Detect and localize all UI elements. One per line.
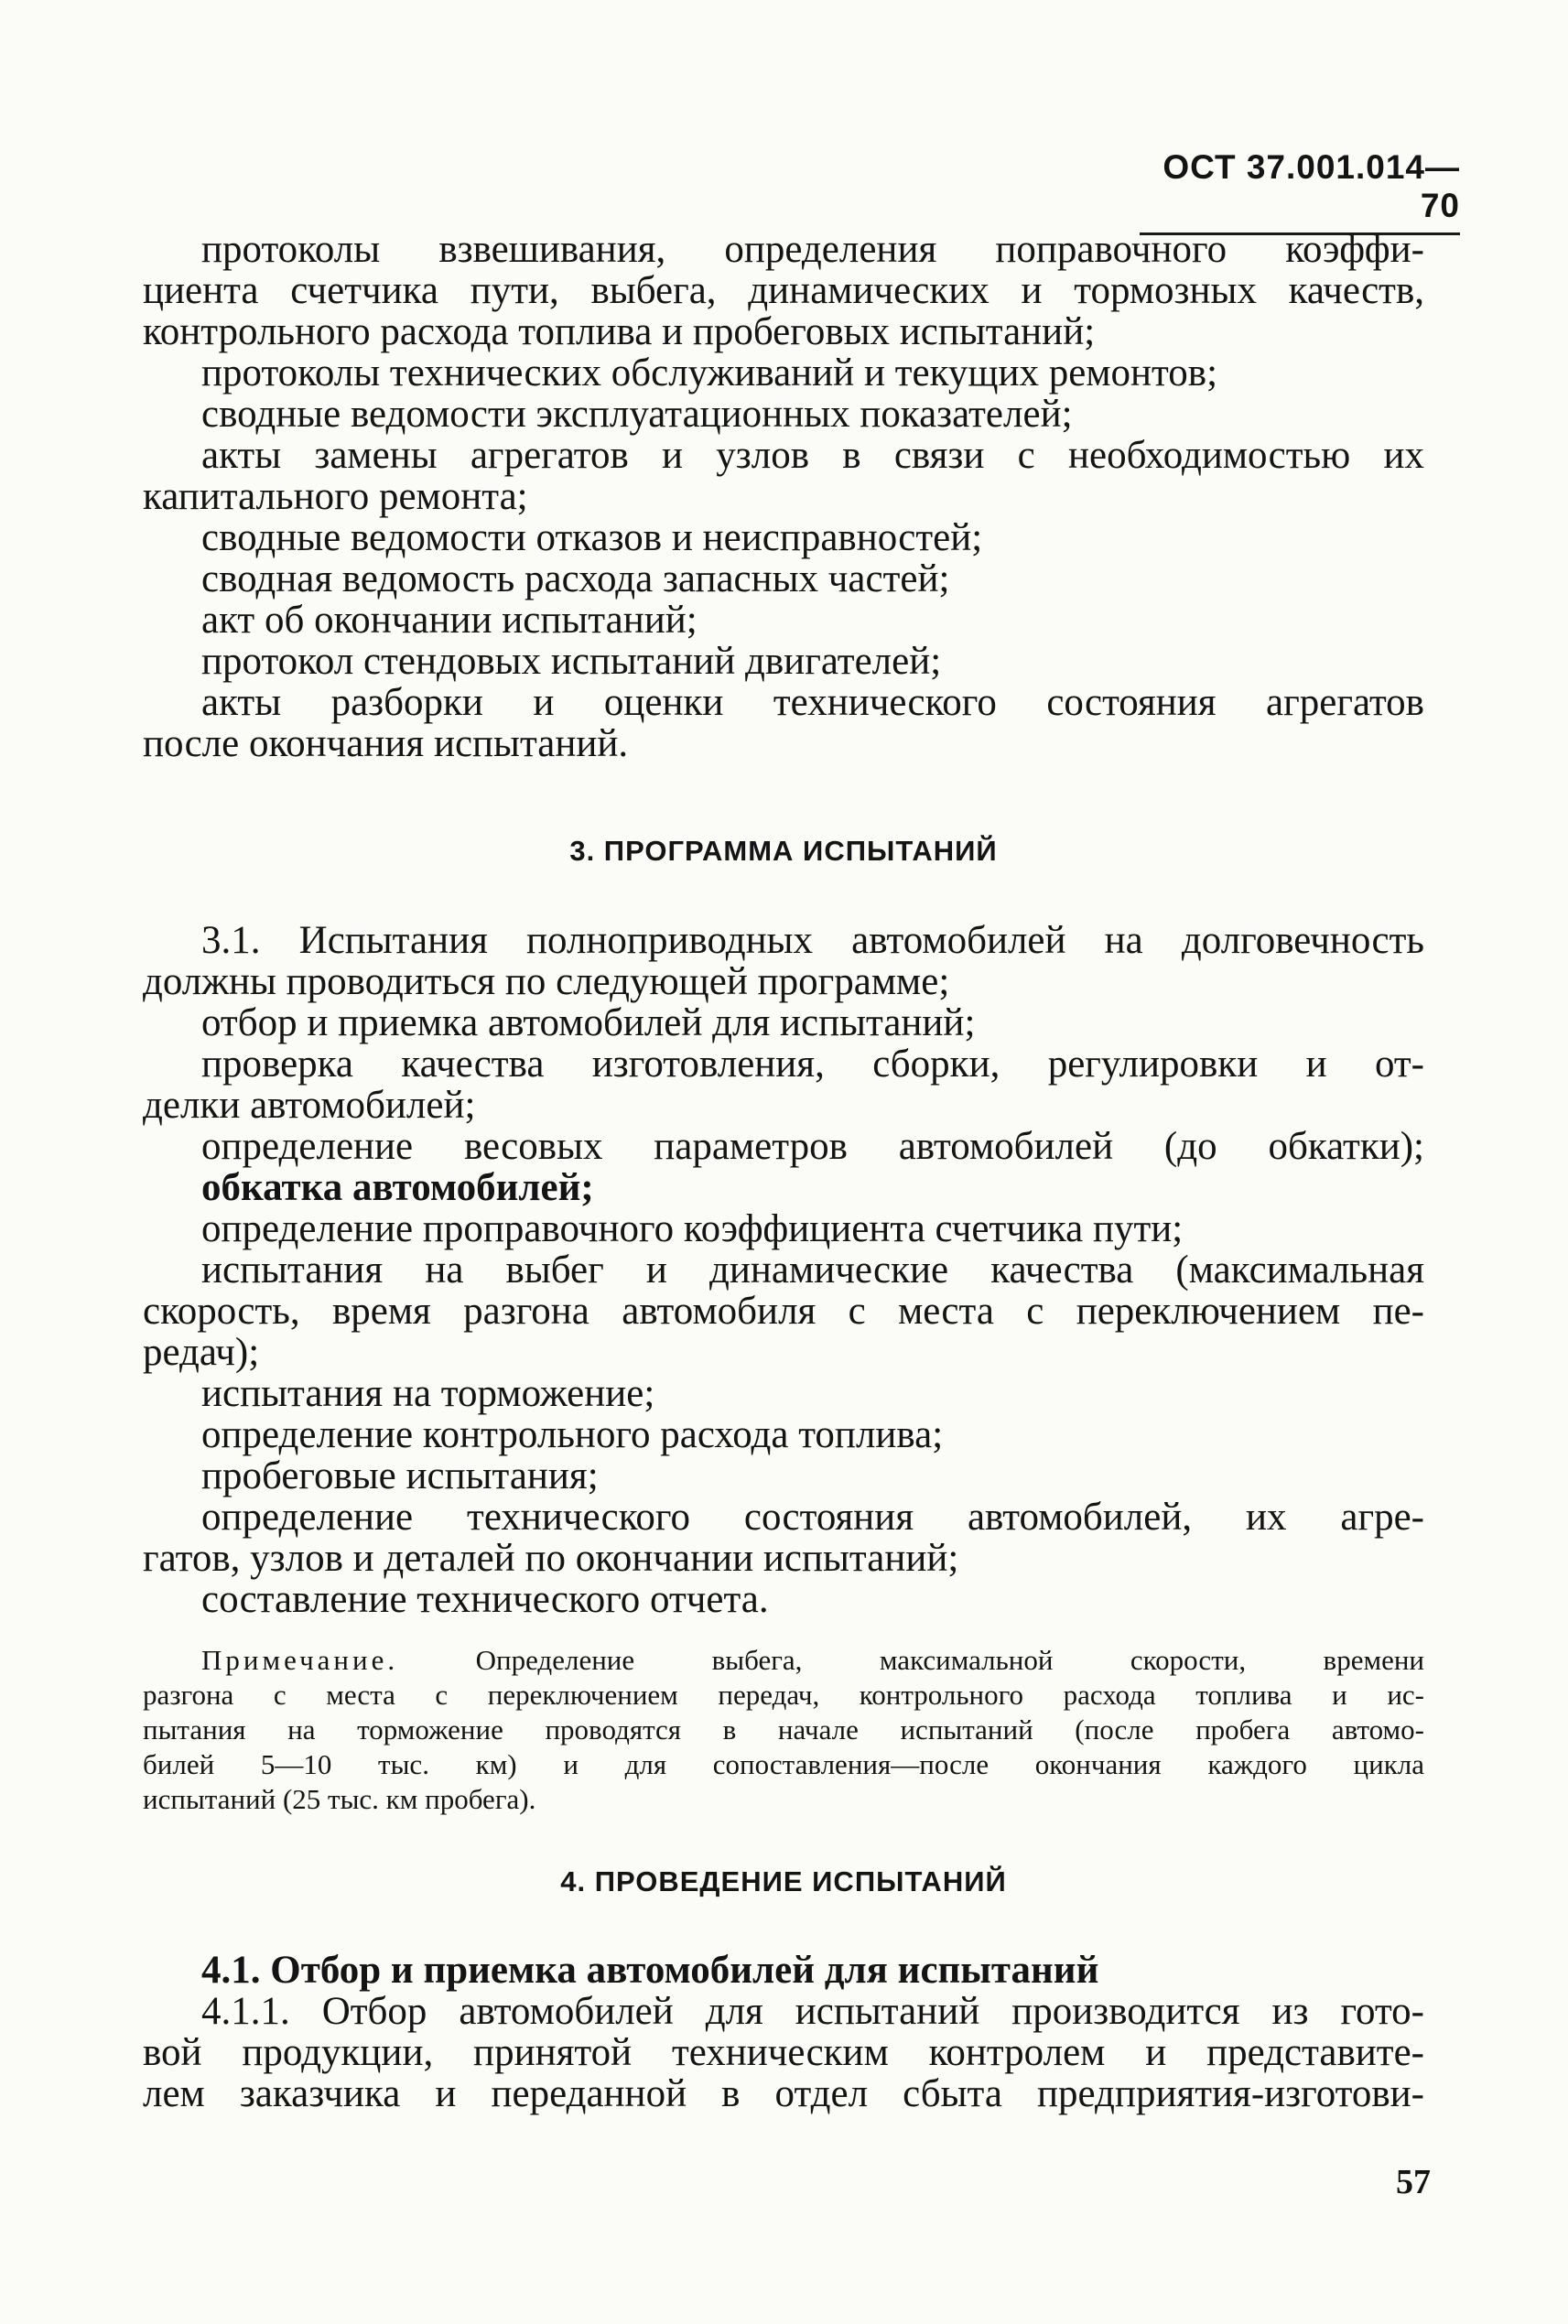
note-line: испытаний (25 тыс. км пробега). [143, 1783, 536, 1815]
note-label: Примечание. [201, 1644, 399, 1676]
text-line: протоколы взвешивания, определения поправочного коэффи- [201, 228, 1424, 271]
text-line: сводная ведомость расхода запасных частей; [201, 557, 950, 600]
text-line: протоколы технических обслуживаний и текущих ремонтов; [201, 351, 1218, 395]
text-line: должны проводиться по следующей программе; [143, 960, 950, 1003]
text-line: скорость, время разгона автомобиля с места с переключением пе- [143, 1290, 1424, 1333]
section-heading: 3. ПРОГРАММА ИСПЫТАНИЙ [569, 835, 998, 867]
document-code-header: ОСТ 37.001.014—70 [1140, 148, 1460, 235]
text-line: определение проправочного коэффициента счетчика пути; [201, 1207, 1184, 1250]
page-number: 57 [1396, 2163, 1431, 2201]
text-line: редач); [143, 1331, 260, 1374]
text-line: составление технического отчета. [201, 1578, 769, 1621]
text-line: акт об окончании испытаний; [201, 599, 697, 642]
text-line: сводные ведомости эксплуатационных показателей; [201, 393, 1073, 436]
text-line: отбор и приемка автомобилей для испытаний; [201, 1001, 976, 1044]
text-line: акты замены агрегатов и узлов в связи с необходимостью их [201, 434, 1424, 477]
text-line: обкатка автомобилей; [201, 1166, 594, 1209]
text-line: гатов, узлов и деталей по окончании испытаний; [143, 1537, 959, 1580]
text-line: определение контрольного расхода топлива; [201, 1413, 944, 1456]
text-line: сводные ведомости отказов и неисправностей; [201, 516, 983, 559]
note-line: пытания на торможение проводятся в начале испытаний (после пробега автомо- [143, 1713, 1424, 1746]
text-line: 4.1.1. Отбор автомобилей для испытаний производится из гото- [201, 1990, 1424, 2033]
text-line: после окончания испытаний. [143, 722, 629, 765]
text-line: делки автомобилей; [143, 1084, 476, 1127]
text-line: капитального ремонта; [143, 475, 528, 518]
text-line: акты разборки и оценки технического состояния агрегатов [201, 681, 1424, 724]
note-text: Определение выбега, максимальной скорости, времени [475, 1644, 1425, 1676]
text-line: циента счетчика пути, выбега, динамических и тормозных качеств, [143, 269, 1424, 312]
text-line: определение весовых параметров автомобилей (до обкатки); [201, 1125, 1424, 1168]
text-line: контрольного расхода топлива и пробеговых испытаний; [143, 310, 1096, 353]
text-line: 3.1. Испытания полноприводных автомобилей на долговечность [201, 919, 1424, 962]
text-line: лем заказчика и переданной в отдел сбыта предприятия-изготови- [143, 2072, 1424, 2115]
section-heading: 4. ПРОВЕДЕНИЕ ИСПЫТАНИЙ [560, 1865, 1007, 1897]
note-line: разгона с места с переключением передач, контрольного расхода топлива и ис- [143, 1679, 1424, 1711]
note-line: билей 5—10 тыс. км) и для сопоставления—после окончания каждого цикла [143, 1748, 1424, 1780]
text-line: протокол стендовых испытаний двигателей; [201, 640, 942, 683]
text-line: испытания на торможение; [201, 1372, 655, 1415]
text-line: испытания на выбег и динамические качества (максимальная [201, 1248, 1424, 1292]
text-line: определение технического состояния автомобилей, их агре- [201, 1496, 1424, 1539]
note-line [201, 1643, 1424, 1678]
text-line: проверка качества изготовления, сборки, регулировки и от- [201, 1043, 1424, 1086]
subsection-title: 4.1. Отбор и приемка автомобилей для испытаний [201, 1949, 1099, 1992]
text-line: пробеговые испытания; [201, 1454, 599, 1497]
text-line: вой продукции, принятой техническим контролем и представите- [143, 2031, 1424, 2074]
